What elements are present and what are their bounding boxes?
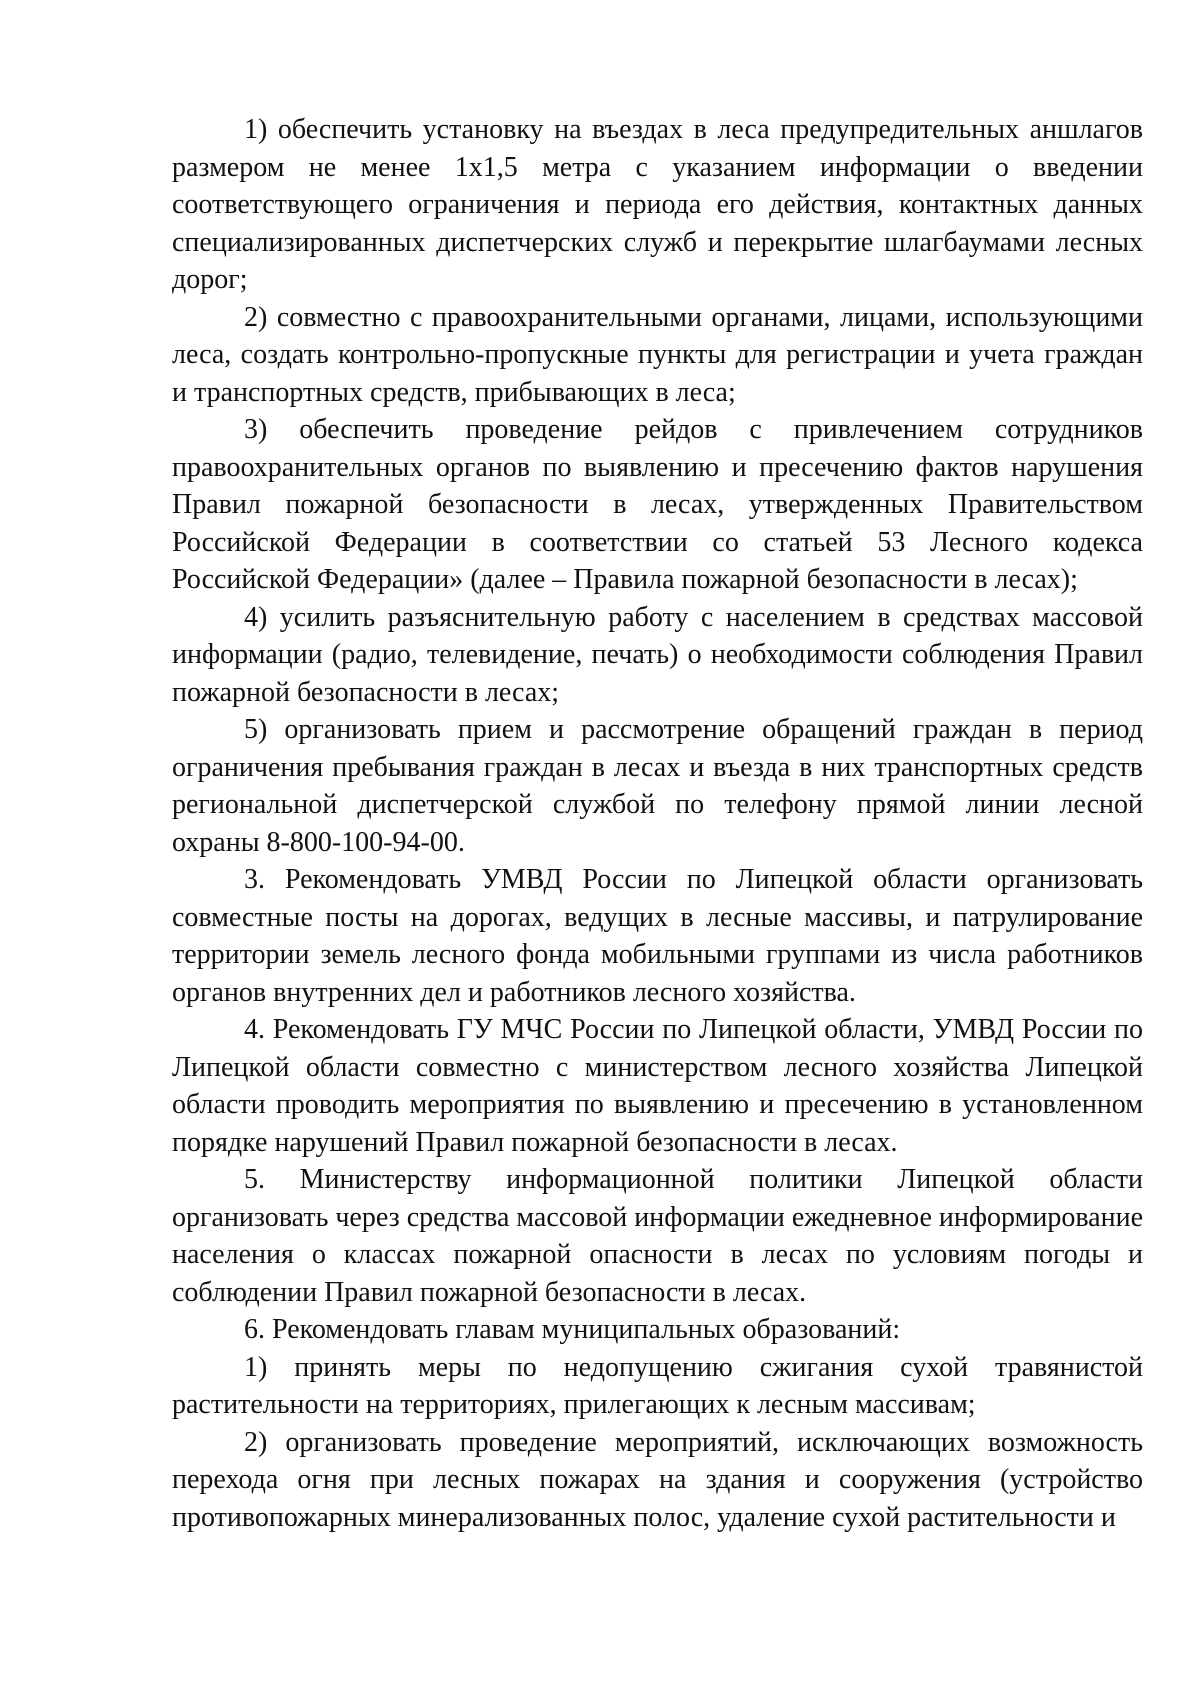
- paragraph-item-5-hotline: 5) организовать прием и рассмотрение обращений граждан в период ограничения пребывания граждан в лесах и въезда в них транспортных средств региональной диспетчерской службой по телефону прямой линии лесной охраны 8-800-100-94-00.: [172, 714, 1143, 858]
- paragraph-section-6-municipal: 6. Рекомендовать главам муниципальных образований:: [244, 1314, 901, 1345]
- paragraph-item-3-raids: 3) обеспечить проведение рейдов с привлечением сотрудников правоохранительных органов по выявлению и пресечению фактов нарушения Правил пожарной безопасности в лесах, утвержденных Правительством Российской Федерации в соответствии со статьей 53 Лесного кодекса Российской Федерации» (далее – Правила пожарной безопасности в лесах);: [172, 414, 1143, 595]
- paragraph-item-4-outreach: 4) усилить разъяснительную работу с населением в средствах массовой информации (радио, телевидение, печать) о необходимости соблюдения Правил пожарной безопасности в лесах;: [172, 601, 1143, 708]
- paragraph-item-1-grass-burning: 1) принять меры по недопущению сжигания сухой травянистой растительности на территориях, прилегающих к лесным массивам;: [172, 1351, 1143, 1420]
- paragraph-section-4-emergency: 4. Рекомендовать ГУ МЧС России по Липецкой области, УМВД России по Липецкой области совместно с министерством лесного хозяйства Липецкой области проводить мероприятия по выявлению и пресечению в установленном порядке нарушений Правил пожарной безопасности в лесах.: [172, 1014, 1143, 1158]
- paragraph-section-5-media: 5. Министерству информационной политики Липецкой области организовать через средства массовой информации ежедневное информирование населения о классах пожарной опасности в лесах по условиям погоды и соблюдении Правил пожарной безопасности в лесах.: [172, 1164, 1143, 1308]
- paragraph-item-2-fire-spread: 2) организовать проведение мероприятий, исключающих возможность перехода огня при лесных пожарах на здания и сооружения (устройство противопожарных минерализованных полос, удаление сухой растительности и: [172, 1426, 1143, 1533]
- paragraph-item-1-signs: 1) обеспечить установку на въездах в леса предупредительных аншлагов размером не менее 1х1,5 метра с указанием информации о введении соответствующего ограничения и периода его действия, контактных данных специализированных диспетчерских служб и перекрытие шлагбаумами лесных дорог;: [172, 114, 1143, 295]
- paragraph-item-2-checkpoints: 2) совместно с правоохранительными органами, лицами, использующими леса, создать контрольно-пропускные пункты для регистрации и учета граждан и транспортных средств, прибывающих в леса;: [172, 301, 1143, 408]
- document-body: [172, 111, 1143, 1536]
- paragraph-section-3-police: 3. Рекомендовать УМВД России по Липецкой области организовать совместные посты на дорогах, ведущих в лесные массивы, и патрулирование территории земель лесного фонда мобильными группами из числа работников органов внутренних дел и работников лесного хозяйства.: [172, 864, 1143, 1008]
